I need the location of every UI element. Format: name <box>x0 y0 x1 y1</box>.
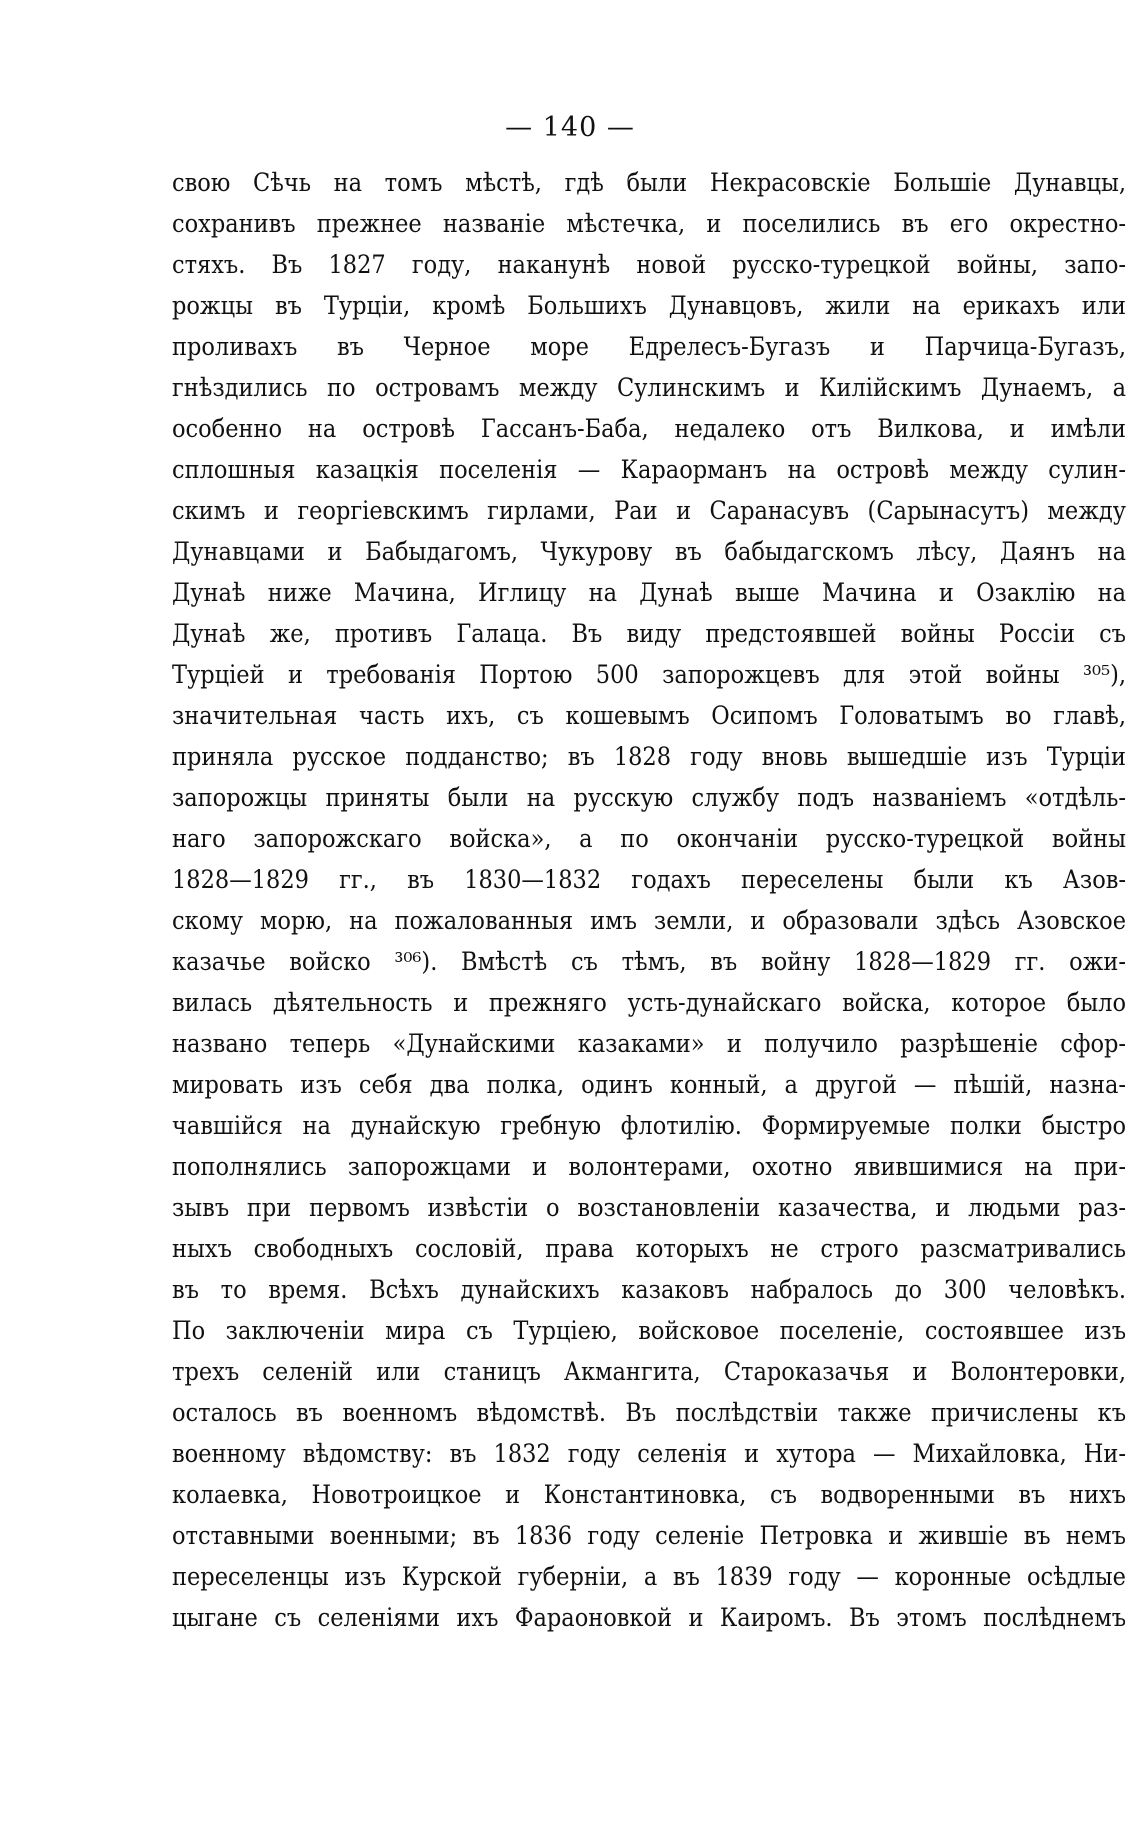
text-line: Турціей и требованія Портою 500 запорожцевъ для этой войны ³⁰⁵), <box>172 660 1126 689</box>
text-line: мировать изъ себя два полка, одинъ конный, а другой — пѣшій, назна- <box>172 1070 1126 1099</box>
text-line: 1828—1829 гг., въ 1830—1832 годахъ переселены были къ Азов- <box>172 865 1126 894</box>
text-line: рожцы въ Турціи, кромѣ Большихъ Дунавцовъ, жили на ерикахъ или <box>172 291 1126 320</box>
text-line: наго запорожскаго войска», а по окончаніи русско-турецкой войны <box>172 824 1126 853</box>
text-line: гнѣздились по островамъ между Сулинскимъ и Килійскимъ Дунаемъ, а <box>172 373 1126 402</box>
text-line: скому морю, на пожалованныя имъ земли, и образовали здѣсь Азовское <box>172 906 1126 935</box>
text-line: особенно на островѣ Гассанъ-Баба, недалеко отъ Вилкова, и имѣли <box>172 414 1126 443</box>
text-line: трехъ селеній или станицъ Акмангита, Староказачья и Волонтеровки, <box>172 1357 1126 1386</box>
text-line: Дунаѣ же, противъ Галаца. Въ виду предстоявшей войны Россіи съ <box>172 619 1126 648</box>
page-number: — 140 — <box>505 112 635 143</box>
text-line: свою Сѣчь на томъ мѣстѣ, гдѣ были Некрасовскіе Большіе Дунавцы, <box>172 168 1126 197</box>
text-line: переселенцы изъ Курской губерніи, а въ 1839 году — коронные осѣдлые <box>172 1562 1126 1591</box>
text-line: пополнялись запорожцами и волонтерами, охотно явившимися на при- <box>172 1152 1126 1181</box>
text-line: осталось въ военномъ вѣдомствѣ. Въ послѣдствіи также причислены къ <box>172 1398 1126 1427</box>
text-line: запорожцы приняты были на русскую службу подъ названіемъ «отдѣль- <box>172 783 1126 812</box>
text-line: сохранивъ прежнее названіе мѣстечка, и поселились въ его окрестно- <box>172 209 1126 238</box>
text-line: колаевка, Новотроицкое и Константиновка, съ водворенными въ нихъ <box>172 1480 1126 1509</box>
text-line: сплошныя казацкія поселенія — Караорманъ на островѣ между сулин- <box>172 455 1126 484</box>
text-line: Дунаѣ ниже Мачина, Иглицу на Дунаѣ выше Мачина и Озаклію на <box>172 578 1126 607</box>
text-line: названо теперь «Дунайскими казаками» и получило разрѣшеніе сфор- <box>172 1029 1126 1058</box>
text-line: чавшійся на дунайскую гребную флотилію. Формируемые полки быстро <box>172 1111 1126 1140</box>
text-line: Дунавцами и Бабыдагомъ, Чукурову въ бабыдагскомъ лѣсу, Даянъ на <box>172 537 1126 566</box>
text-line: значительная часть ихъ, съ кошевымъ Осипомъ Головатымъ во главѣ, <box>172 701 1126 730</box>
text-line: зывъ при первомъ извѣстіи о возстановленіи казачества, и людьми раз- <box>172 1193 1126 1222</box>
text-line: цыгане съ селеніями ихъ Фараоновкой и Каиромъ. Въ этомъ послѣднемъ <box>172 1603 1126 1632</box>
text-line: По заключеніи мира съ Турціею, войсковое поселеніе, состоявшее изъ <box>172 1316 1126 1345</box>
text-line: военному вѣдомству: въ 1832 году селенія и хутора — Михайловка, Ни- <box>172 1439 1126 1468</box>
text-line: проливахъ въ Черное море Едрелесъ-Бугазъ и Парчица-Бугазъ, <box>172 332 1126 361</box>
text-line: скимъ и георгіевскимъ гирлами, Раи и Саранасувъ (Сарынасутъ) между <box>172 496 1126 525</box>
text-line: въ то время. Всѣхъ дунайскихъ казаковъ набралось до 300 человѣкъ. <box>172 1275 1126 1304</box>
text-line: вилась дѣятельность и прежняго усть-дунайскаго войска, которое было <box>172 988 1126 1017</box>
text-line: стяхъ. Въ 1827 году, наканунѣ новой русско-турецкой войны, запо- <box>172 250 1126 279</box>
body-text <box>172 162 1126 1638</box>
text-line: отставными военными; въ 1836 году селеніе Петровка и жившіе въ немъ <box>172 1521 1126 1550</box>
text-line: казачье войско ³⁰⁶). Вмѣстѣ съ тѣмъ, въ войну 1828—1829 гг. ожи- <box>172 947 1126 976</box>
text-line: приняла русское подданство; въ 1828 году вновь вышедшіе изъ Турціи <box>172 742 1126 771</box>
text-line: ныхъ свободныхъ сословій, права которыхъ не строго разсматривались <box>172 1234 1126 1263</box>
